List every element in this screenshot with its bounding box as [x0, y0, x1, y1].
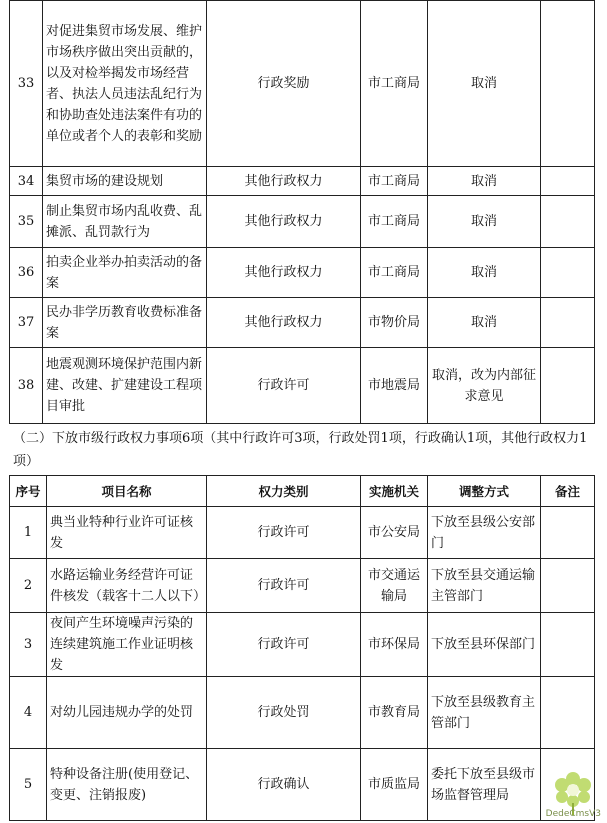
row-number: 3 — [10, 613, 47, 677]
agency: 市物价局 — [361, 298, 428, 348]
row-number: 4 — [10, 677, 47, 749]
header-note: 备注 — [541, 476, 595, 507]
adjust-method: 取消，改为内部征求意见 — [428, 348, 541, 424]
item-name: 典当业特种行业许可证核发 — [47, 507, 207, 559]
agency: 市教育局 — [361, 677, 428, 749]
item-name: 夜间产生环境噪声污染的连续建筑施工作业证明核发 — [47, 613, 207, 677]
header-no: 序号 — [10, 476, 47, 507]
note — [541, 248, 595, 298]
item-name: 对促进集贸市场发展、维护市场秩序做出突出贡献的，以及对检举揭发市场经营者、执法人员违法乱纪行为和协助查处违法案件有功的单位或者个人的表彰和奖励 — [43, 1, 207, 167]
section-heading: （二）下放市级行政权力事项6项（其中行政许可3项，行政处罚1项，行政确认1项，其他行政权力1项） — [13, 431, 588, 469]
item-name: 特种设备注册(使用登记、变更、注销报废) — [47, 749, 207, 821]
power-type: 行政许可 — [207, 348, 361, 424]
table-row — [10, 507, 595, 559]
item-name: 制止集贸市场内乱收费、乱摊派、乱罚款行为 — [43, 196, 207, 248]
power-type: 行政许可 — [207, 507, 361, 559]
table-row — [10, 1, 595, 167]
row-number: 35 — [10, 196, 43, 248]
adjust-method: 下放至县交通运输主管部门 — [428, 559, 541, 613]
adjust-method: 下放至县级教育主管部门 — [428, 677, 541, 749]
power-type: 其他行政权力 — [207, 298, 361, 348]
bottom-table — [9, 475, 595, 821]
agency: 市交通运输局 — [361, 559, 428, 613]
note — [541, 298, 595, 348]
table-row — [10, 613, 595, 677]
row-number: 38 — [10, 348, 43, 424]
header-type: 权力类别 — [207, 476, 361, 507]
note — [541, 559, 595, 613]
agency: 市地震局 — [361, 348, 428, 424]
item-name: 民办非学历教育收费标准备案 — [43, 298, 207, 348]
power-type: 行政奖励 — [207, 1, 361, 167]
header-name: 项目名称 — [47, 476, 207, 507]
row-number: 36 — [10, 248, 43, 298]
header-adjust: 调整方式 — [428, 476, 541, 507]
note — [541, 1, 595, 167]
note — [541, 677, 595, 749]
adjust-method: 取消 — [428, 196, 541, 248]
adjust-method: 取消 — [428, 167, 541, 196]
header-agency: 实施机关 — [361, 476, 428, 507]
item-name: 地震观测环境保护范围内新建、改建、扩建建设工程项目审批 — [43, 348, 207, 424]
adjust-method: 取消 — [428, 1, 541, 167]
power-type: 其他行政权力 — [207, 167, 361, 196]
agency: 市环保局 — [361, 613, 428, 677]
top-table — [9, 0, 595, 424]
power-type: 行政处罚 — [207, 677, 361, 749]
item-name: 对幼儿园违规办学的处罚 — [47, 677, 207, 749]
row-number: 1 — [10, 507, 47, 559]
agency: 市公安局 — [361, 507, 428, 559]
note — [541, 507, 595, 559]
item-name: 拍卖企业举办拍卖活动的备案 — [43, 248, 207, 298]
agency: 市工商局 — [361, 1, 428, 167]
adjust-method: 下放至县环保部门 — [428, 613, 541, 677]
table-row — [10, 677, 595, 749]
table-row — [10, 559, 595, 613]
power-type: 行政确认 — [207, 749, 361, 821]
power-type: 其他行政权力 — [207, 248, 361, 298]
item-name: 集贸市场的建设规划 — [43, 167, 207, 196]
adjust-method: 取消 — [428, 298, 541, 348]
agency: 市工商局 — [361, 248, 428, 298]
table-row — [10, 749, 595, 821]
note — [541, 167, 595, 196]
agency: 市质监局 — [361, 749, 428, 821]
note — [541, 196, 595, 248]
row-number: 2 — [10, 559, 47, 613]
adjust-method: 取消 — [428, 248, 541, 298]
row-number: 37 — [10, 298, 43, 348]
row-number: 34 — [10, 167, 43, 196]
note — [541, 613, 595, 677]
table-row — [10, 298, 595, 348]
note — [541, 348, 595, 424]
watermark-label: DedeCmsV3 — [545, 809, 601, 819]
power-type: 行政许可 — [207, 559, 361, 613]
table-row — [10, 248, 595, 298]
table-row — [10, 348, 595, 424]
adjust-method: 下放至县级公安部门 — [428, 507, 541, 559]
power-type: 行政许可 — [207, 613, 361, 677]
power-type: 其他行政权力 — [207, 196, 361, 248]
table-row — [10, 167, 595, 196]
adjust-method: 委托下放至县级市场监督管理局 — [428, 749, 541, 821]
agency: 市工商局 — [361, 167, 428, 196]
item-name: 水路运输业务经营许可证件核发（载客十二人以下） — [47, 559, 207, 613]
table-header-row — [10, 476, 595, 507]
row-number: 5 — [10, 749, 47, 821]
row-number: 33 — [10, 1, 43, 167]
table-row — [10, 196, 595, 248]
agency: 市工商局 — [361, 196, 428, 248]
